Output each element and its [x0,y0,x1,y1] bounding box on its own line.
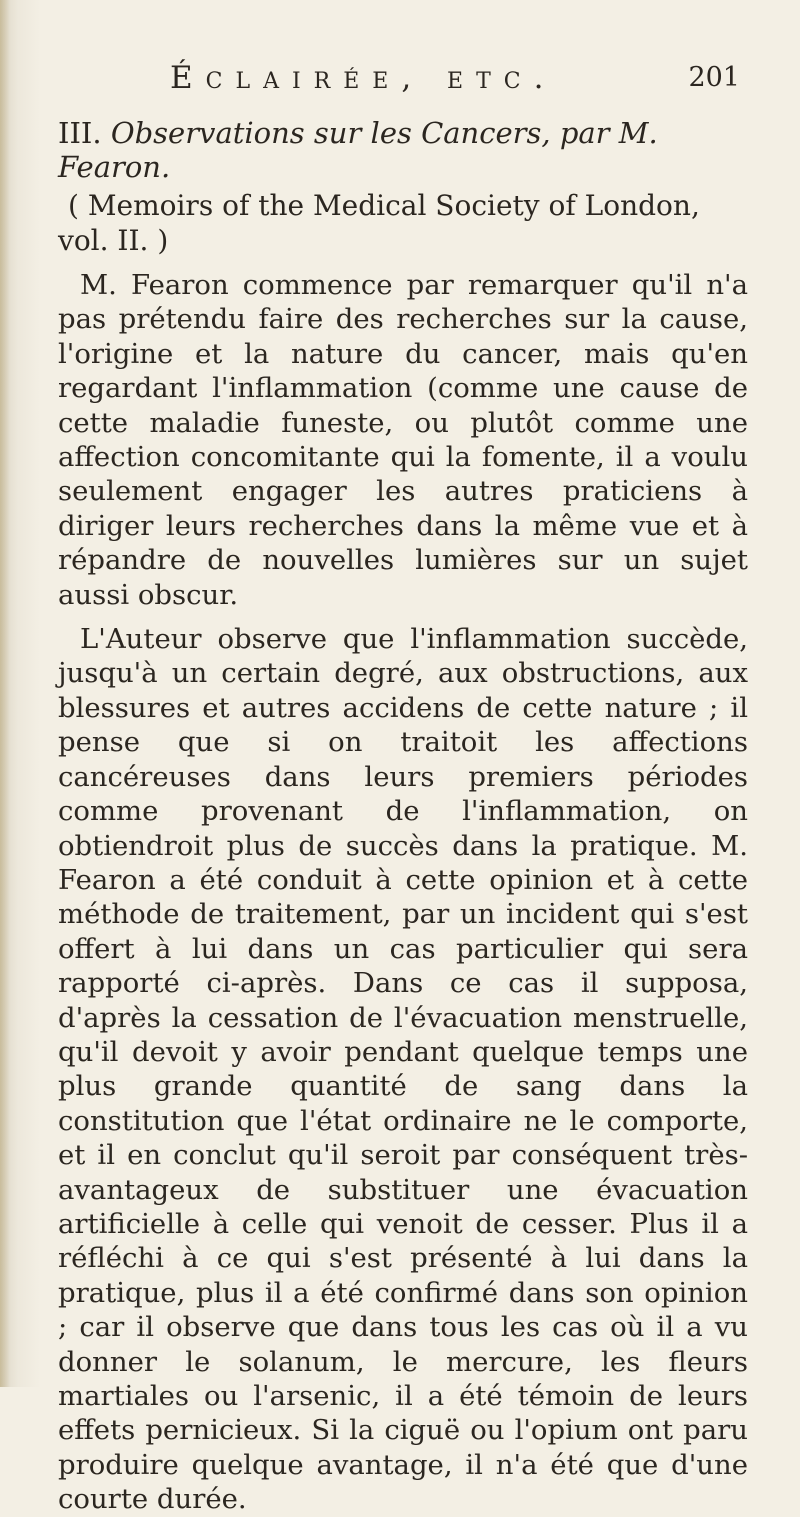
paragraph-1: M. Fearon commence par remarquer qu'il n'a pas prétendu faire des recherches sur la cause, l'origine et la nature du cancer, mais qu'en regardant l'inflammation (comme une cause de cette maladie funeste, ou plutôt comme une affection concomitante qui la fomente, il a voulu seulement engager les autres praticiens à diriger leurs recherches dans la même vue et à répandre de nouvelles lumières sur un sujet aussi obscur. [58,269,748,611]
article-number: III. [58,116,102,150]
article-title: Observations sur les Cancers, par M. Fearon. [58,116,658,184]
running-head [60,60,760,100]
running-head-title: Éclairée, etc. [170,60,557,96]
article-heading [58,116,748,184]
article [58,116,748,1517]
page-gutter-shadow [0,0,10,1387]
page-number: 201 [688,62,740,93]
article-source: ( Memoirs of the Medical Society of London, vol. II. ) [58,189,700,257]
paragraph-2: L'Auteur observe que l'inflammation succède, jusqu'à un certain degré, aux obstructions, aux blessures et autres accidens de cette nature ; il pense que si on traitoit les affections cancéreuses dans leurs premiers périodes comme provenant de l'inflammation, on obtiendroit plus de succès dans la pratique. M. Fearon a été conduit à cette opinion et à cette méthode de traitement, par un incident qui s'est offert à lui dans un cas particulier qui sera rapporté ci-après. Dans ce cas il supposa, d'après la cessation de l'évacuation menstruelle, qu'il devoit y avoir pendant quelque temps une plus grande quantité de sang dans la constitution que l'état ordinaire ne le comporte, et il en conclut qu'il seroit par conséquent très-avantageux de substituer une évacuation artificielle à celle qui venoit de cesser. Plus il a réfléchi à ce qui s'est présenté à lui dans la pratique, plus il a été confirmé dans son opinion ; car il observe que dans tous les cas où il a vu donner le solanum, le mercure, les fleurs martiales ou l'arsenic, il a été témoin de leurs effets pernicieux. Si la ciguë ou l'opium ont paru produire quelque avantage, il n'a été que d'une courte durée. [58,623,748,1516]
